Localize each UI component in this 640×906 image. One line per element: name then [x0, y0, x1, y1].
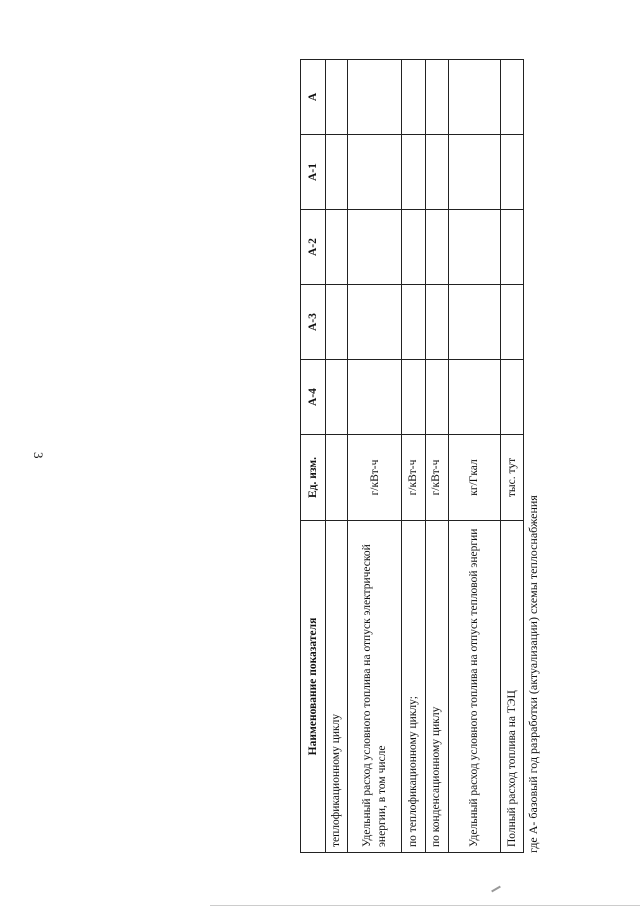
table-row — [348, 60, 402, 853]
header-unit: Ед. изм. — [301, 435, 326, 521]
value-cell — [500, 60, 523, 135]
row-unit: г/кВт-ч — [425, 435, 448, 521]
value-cell — [402, 360, 425, 435]
table-row — [448, 60, 500, 853]
value-cell — [348, 360, 402, 435]
row-unit: г/кВт-ч — [402, 435, 425, 521]
header-indicator-name: Наименование показателя — [301, 521, 326, 853]
value-cell — [402, 135, 425, 210]
row-unit: кг/Гкал — [448, 435, 500, 521]
scan-artifact — [491, 886, 501, 893]
row-unit: тыс. тут — [500, 435, 523, 521]
value-cell — [326, 60, 348, 135]
row-name: Удельный расход условного топлива на отпуск тепловой энергии — [448, 521, 500, 853]
table-header-row — [301, 60, 326, 853]
value-cell — [326, 135, 348, 210]
value-cell — [326, 285, 348, 360]
value-cell — [402, 285, 425, 360]
value-cell — [448, 210, 500, 285]
value-cell — [500, 210, 523, 285]
indicators-table — [300, 59, 524, 853]
footnote: где А- базовый год разработки (актуализации) схемы теплоснабжения — [526, 495, 540, 853]
value-cell — [402, 210, 425, 285]
value-cell — [348, 210, 402, 285]
header-year-a4: А-4 — [301, 360, 326, 435]
row-name: по теплофикационному циклу; — [402, 521, 425, 853]
row-name: Полный расход топлива на ТЭЦ — [500, 521, 523, 853]
value-cell — [448, 60, 500, 135]
value-cell — [500, 360, 523, 435]
value-cell — [425, 60, 448, 135]
value-cell — [448, 285, 500, 360]
row-name: теплофикационному циклу — [326, 521, 348, 853]
header-year-a2: А-2 — [301, 210, 326, 285]
value-cell — [348, 135, 402, 210]
value-cell — [326, 360, 348, 435]
value-cell — [425, 360, 448, 435]
value-cell — [348, 285, 402, 360]
value-cell — [448, 360, 500, 435]
value-cell — [402, 60, 425, 135]
value-cell — [425, 135, 448, 210]
value-cell — [500, 135, 523, 210]
table-row — [425, 60, 448, 853]
header-year-a3: А-3 — [301, 285, 326, 360]
value-cell — [425, 285, 448, 360]
value-cell — [425, 210, 448, 285]
row-name: Удельный расход условного топлива на отпуск электрической энергии, в том числе — [348, 521, 402, 853]
row-unit — [326, 435, 348, 521]
page-number: 3 — [31, 452, 46, 459]
value-cell — [500, 285, 523, 360]
table-row — [500, 60, 523, 853]
rotated-document-content — [300, 60, 540, 853]
header-year-a1: А-1 — [301, 135, 326, 210]
value-cell — [448, 135, 500, 210]
value-cell — [326, 210, 348, 285]
row-unit: г/кВт-ч — [348, 435, 402, 521]
header-year-a: А — [301, 60, 326, 135]
row-name: по конденсационному циклу — [425, 521, 448, 853]
table-row — [402, 60, 425, 853]
table-row — [326, 60, 348, 853]
value-cell — [348, 60, 402, 135]
